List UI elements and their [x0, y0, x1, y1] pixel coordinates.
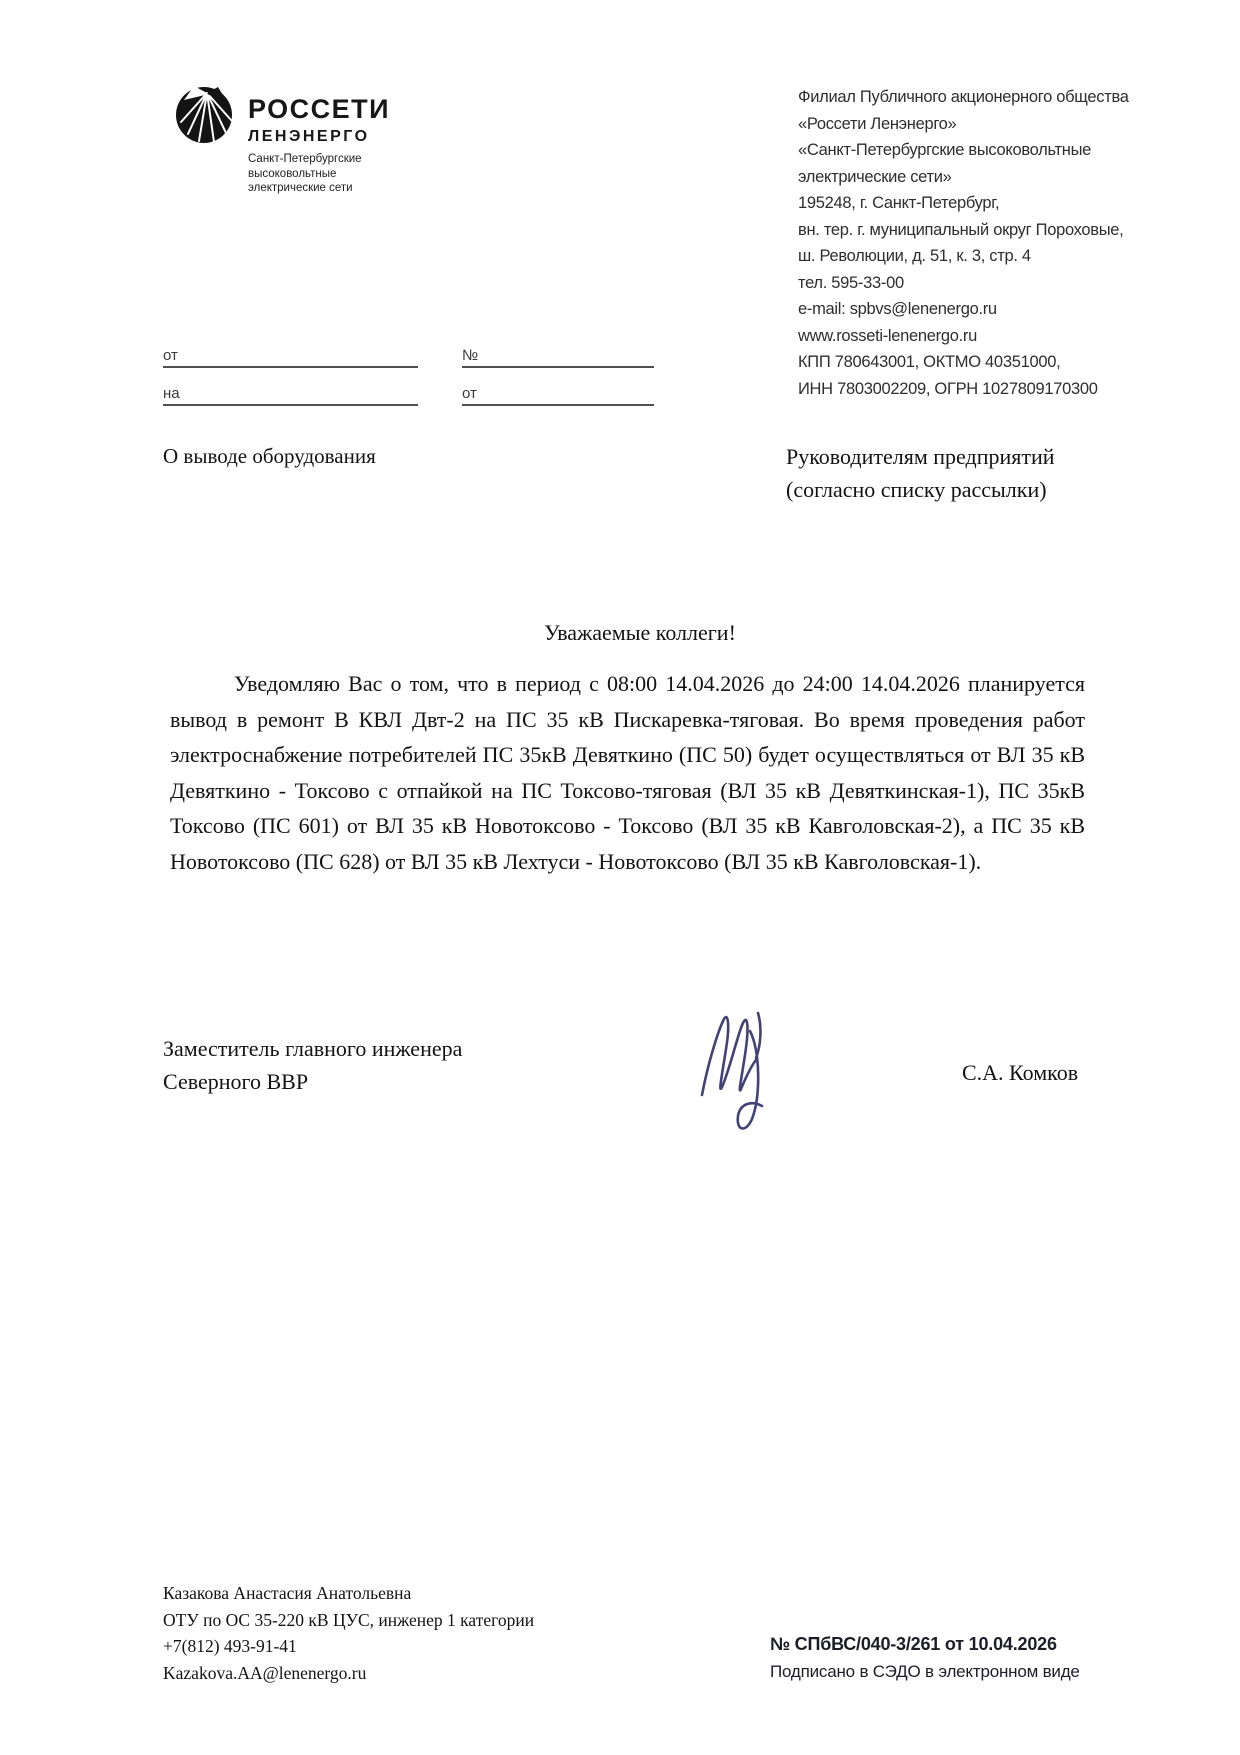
registration-number: № СПбВС/040-3/261 от 10.04.2026: [770, 1634, 1057, 1654]
signer-position: [163, 1032, 462, 1098]
org-address-line: вн. тер. г. муниципальный округ Пороховые,: [798, 220, 1124, 239]
logo-text: [248, 84, 390, 196]
signer-name: С.А. Комков: [962, 1060, 1079, 1085]
executor-contacts: [163, 1580, 534, 1686]
ref-field-ot-1: [163, 342, 418, 368]
ref-label: от: [163, 347, 178, 364]
division-name: [248, 152, 390, 196]
electronic-signature-note: Подписано в СЭДО в электронном виде: [770, 1662, 1080, 1681]
ref-label: №: [462, 347, 479, 364]
ref-field-number: [462, 342, 654, 368]
org-codes-line: ИНН 7803002209, ОГРН 1027809170300: [798, 379, 1098, 398]
org-address-line: 195248, г. Санкт-Петербург,: [798, 194, 1000, 212]
salutation: Уважаемые коллеги!: [544, 620, 736, 645]
addressee-block: [786, 440, 1055, 506]
executor-position: ОТУ по ОС 35-220 кВ ЦУС, инженер 1 категории: [163, 1609, 535, 1630]
letter-subject: О выводе оборудования: [163, 444, 376, 468]
division-line: электрические сети: [248, 182, 353, 194]
org-codes-line: КПП 780643001, ОКТМО 40351000,: [798, 353, 1061, 371]
company-logo: [174, 84, 390, 196]
registration-stamp: [770, 1634, 1080, 1682]
signer-position-line: Заместитель главного инженера: [163, 1036, 463, 1061]
sub-brand-name: ЛЕНЭНЕРГО: [248, 128, 370, 145]
ref-field-ot-2: [462, 380, 654, 406]
executor-name: Казакова Анастасия Анатольевна: [163, 1583, 412, 1603]
org-line: Филиал Публичного акционерного общества: [798, 88, 1129, 106]
addressee-line: (согласно списку рассылки): [786, 477, 1047, 502]
rosseti-globe-icon: [174, 84, 234, 144]
ref-label: от: [462, 385, 477, 402]
brand-name: РОССЕТИ: [248, 94, 391, 124]
organization-requisites: [798, 84, 1133, 402]
handwritten-signature: [688, 1003, 800, 1141]
ref-label: на: [163, 385, 180, 402]
signer-position-line: Северного ВВР: [163, 1069, 309, 1094]
ref-field-na: [163, 380, 418, 406]
executor-phone: +7(812) 493-91-41: [163, 1636, 297, 1656]
executor-email: Kazakova.AA@lenenergo.ru: [163, 1662, 367, 1683]
addressee-line: Руководителям предприятий: [786, 444, 1055, 469]
org-line: «Россети Ленэнерго»: [798, 114, 957, 133]
org-line: «Санкт-Петербургские высоковольтные: [798, 141, 1092, 159]
division-line: Санкт-Петербургские: [248, 153, 362, 165]
division-line: высоковольтные: [248, 167, 337, 180]
org-line: электрические сети»: [798, 167, 952, 186]
org-phone-line: тел. 595-33-00: [798, 273, 904, 292]
letter-body-paragraph: Уведомляю Вас о том, что в период с 08:00 14.04.2026 до 24:00 14.04.2026 планируется вывод в ремонт В КВЛ Двт-2 на ПС 35 кВ Пискаревка-тяговая. Во время проведения работ электроснабжение потребителей ПС 35кВ Девяткино (ПС 50) будет осуществляться от ВЛ 35 кВ Девяткино - Токсово с отпайкой на ПС Токсово-тяговая (ВЛ 35 кВ Девяткинская-1), ПС 35кВ Токсово (ПС 601) от ВЛ 35 кВ Новотоксово - Токсово (ВЛ 35 кВ Кавголовская-2), а ПС 35 кВ Новотоксово (ПС 628) от ВЛ 35 кВ Лехтуси - Новотоксово (ВЛ 35 кВ Кавголовская-1).: [170, 671, 1085, 874]
org-address-line: ш. Революции, д. 51, к. 3, стр. 4: [798, 247, 1031, 265]
org-email-line: e-mail: spbvs@lenenergo.ru: [798, 300, 997, 318]
org-website-line: www.rosseti-lenenergo.ru: [798, 326, 977, 345]
